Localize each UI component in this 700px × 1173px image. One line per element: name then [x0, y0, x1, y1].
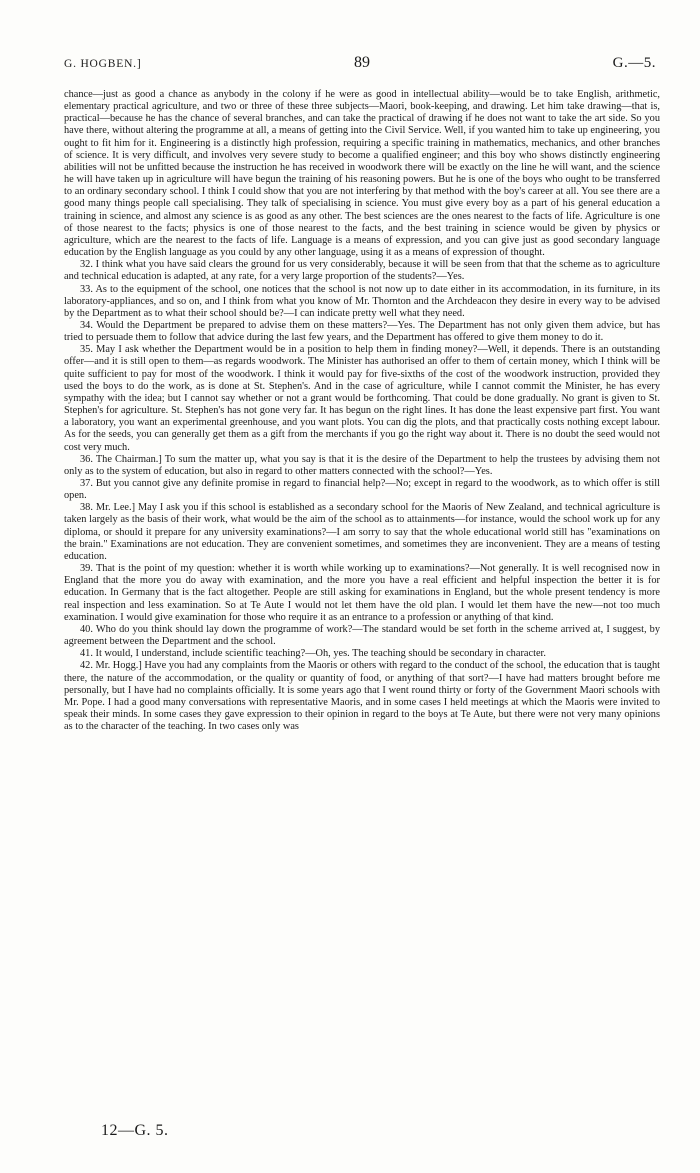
- paragraph-question-39: 39. That is the point of my question: whether it is worth while working up to examinations?—Not generally. It is well recognised now in England that the more you do away with examination, and the more you have a real efficient and helpful inspection the better it is for education. In Germany that is the fact altogether. People are still asking for examinations in England, but the whole present tendency is more real inspection and less examination. So at Te Aute I would not let them have the old plan. I would let them have the new—not too much examination. I would give examination for those who require it as an entrance to a profession or anything of that kind.: [64, 563, 660, 623]
- body-text: [64, 89, 660, 733]
- header-witness-name: G. HOGBEN.]: [64, 58, 142, 70]
- paragraph-question-32: 32. I think what you have said clears the ground for us very considerably, because it will be seen from that that the scheme as to agriculture and technical education is adapted, at any rate, for a very large proportion of the students?—Yes.: [64, 259, 660, 283]
- page-header: [64, 56, 656, 76]
- paragraph-question-36: 36. The Chairman.] To sum the matter up, what you say is that it is the desire of the Department to help the trustees by advising them not only as to the system of education, but also in regard to other matters connected with the school?—Yes.: [64, 453, 660, 477]
- page-number: 89: [354, 54, 370, 71]
- paragraph-continuation: chance—just as good a chance as anybody in the colony if he were as good in intellectual ability—would be to take English, arithmetic, elementary practical agriculture, and two or three of these three subjects—Maori, book-keeping, and drawing. Let him take drawing—that is, practical—because he has the chance of several branches, and can take the practical of drawing if he does not want to take the art side. So you have there, without altering the programme at all, a means of getting into the Civil Service. Well, if you wanted him to take up engineering, you ought to fit him for it. Engineering is a distinctly high profession, requiring a specific training in mathematics, mechanics, and other branches of science. It is very difficult, and involves very severe study to become a qualified engineer; and this boy who shows distinctly engineering abilities will not be unfitted because the instruction he has received in woodwork there will be exactly on the line he will want, and the science he will have taken up in agriculture will have begun the training of his reasoning powers. But he is one of the boys who ought to be transferred to an ordinary secondary school. I think I could show that you are not interfering by that method with the boy's career at all. You see there are a good many things people call specialising. They talk of specialising in science. You must give every boy as a part of his general education a training in science, and almost any science is as good as any other. The best sciences are the ones nearest to the facts of life. Agriculture is one of those nearest to the facts; physics is one of those nearest to the facts, and the best training in science would be given by physics or agriculture, which are the nearest to the facts of life. Language is a means of expression, and you can give just as good secondary language education by the English language as you could by any other language, using it as a means of expression of thought.: [64, 89, 660, 259]
- paragraph-question-38: 38. Mr. Lee.] May I ask you if this school is established as a secondary school for the Maoris of New Zealand, and technical agriculture is taken largely as the basis of their work, what would be the aim of the school as to attainments—for instance, would the school work up for any diploma, or should it prepare for any university examinations?—I am sorry to say that the whole educational world still has "examinations on the brain." Examinations are not education. They are convenient sometimes, and sometimes they are inconvenient. They are a means of testing education.: [64, 502, 660, 562]
- paragraph-question-41: 41. It would, I understand, include scientific teaching?—Oh, yes. The teaching should be secondary in character.: [80, 648, 546, 660]
- paragraph-question-42: 42. Mr. Hogg.] Have you had any complaints from the Maoris or others with regard to the conduct of the school, the education that is taught there, the nature of the accommodation, or the quality or quantity of food, or anything of that sort?—I have had matters brought before me personally, but I have had no complaints officially. It is some years ago that I went round thirty or forty of the Government Maori schools with Mr. Pope. I had a good many conversations with representative Maoris, and in some cases I held meetings at which the Maoris were invited to speak their minds. In some cases they gave expression to their opinion in regard to the boys at Te Aute, but there were not very many opinions as to the character of the teaching. In two cases only was: [64, 660, 660, 733]
- paragraph-question-34: 34. Would the Department be prepared to advise them on these matters?—Yes. The Department has not only given them advice, but has tried to persuade them to follow that advice during the last few years, and the Department has offered to give them money to do it.: [64, 319, 660, 344]
- paragraph-question-33: 33. As to the equipment of the school, one notices that the school is not now up to date either in its accommodation, in its furniture, in its laboratory-appliances, and so on, and I think from what you know of Mr. Thornton and the Archdeacon they desire in every way to be advised by the Department as to what their school should be?—I can indicate pretty well what they need.: [64, 283, 660, 319]
- sheet-signature: 12—G. 5.: [101, 1122, 169, 1139]
- header-paper-reference: G.—5.: [612, 55, 656, 71]
- paragraph-question-35: 35. May I ask whether the Department would be in a position to help them in finding money?—Well, it depends. There is an outstanding offer—and it is still open to them—as regards woodwork. The Minister has authorised an offer to them of certain money, which I think will be quite sufficient to pay for most of the woodwork. I think it would pay for five-sixths of the cost of the woodwork instruction, provided they used the boys to do the work, as is done at St. Stephen's. And in the case of agriculture, while I cannot commit the Minister, he has every sympathy with the idea; but I cannot say whether or not a grant would be forthcoming. That could be done gradually. No grant is given to St. Stephen's for agriculture. St. Stephen's has not gone very far. It has begun on the right lines. It has done the least expensive part first. You want a laboratory, you want an experimental greenhouse, and you want plots. You can dig the plots, and that practically costs nothing except labour. As for the seeds, you can generally get them as a gift from the merchants if you go the right way about it. There is no doubt the seed would not cost very much.: [64, 344, 660, 453]
- paragraph-question-37: 37. But you cannot give any definite promise in regard to financial help?—No; except in regard to the woodwork, as to which offer is still open.: [64, 478, 660, 502]
- paragraph-question-40: 40. Who do you think should lay down the programme of work?—The standard would be set forth in the scheme arrived at, I suggest, by agreement between the Department and the school.: [64, 623, 660, 648]
